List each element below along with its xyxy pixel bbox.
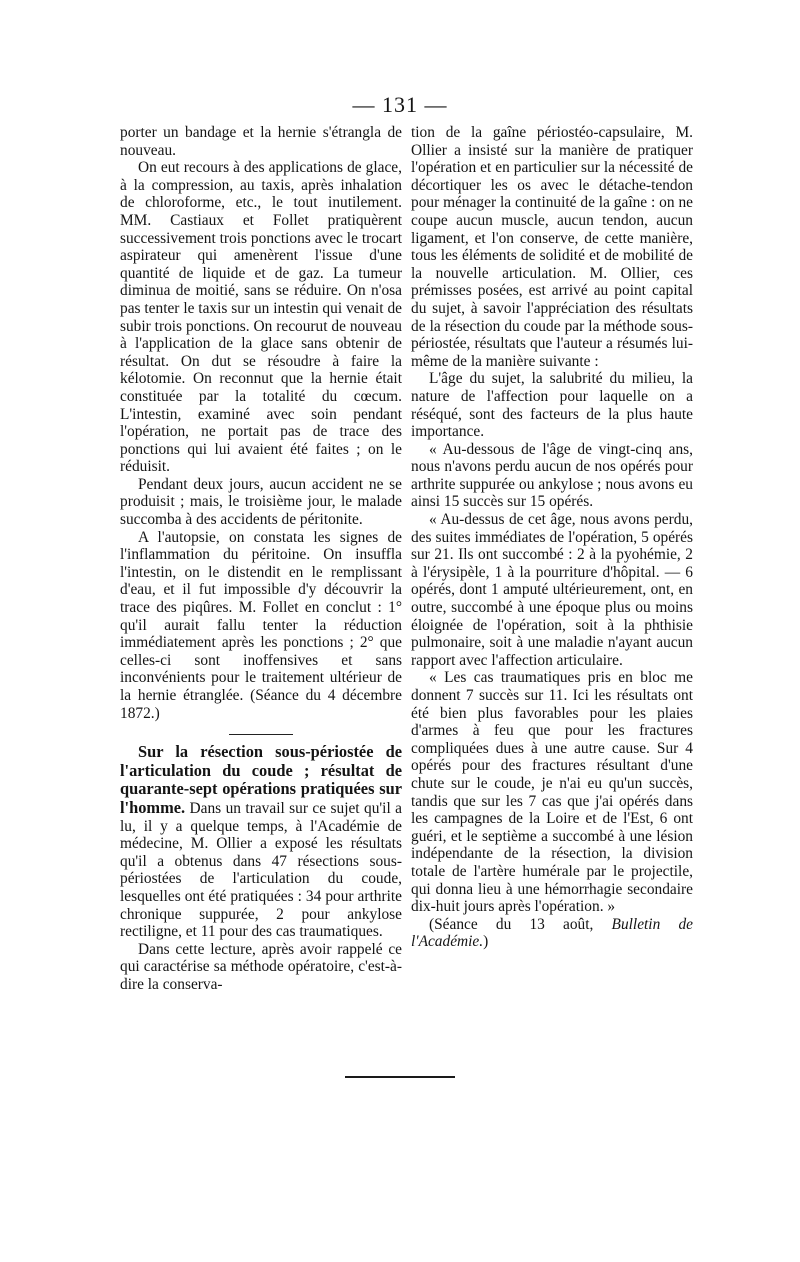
paragraph: On eut recours à des applications de glace, à la compression, au taxis, après inhalation de chloroforme, etc., le tout inutilement. MM. Castiaux et Follet pratiquèrent successivement trois ponctions avec le trocart aspirateur qui amenèrent l'issue d'une quantité de liquide et de gaz. La tumeur diminua de moitié, sans se réduire. On n'osa pas tenter le taxis sur un intestin qui venait de subir trois ponctions. On recourut de nouveau à l'application de la glace sans obtenir de résultat. On dut se résoudre à faire la kélotomie. On reconnut que la hernie était constituée par la totalité du cœcum. L'intestin, examiné avec soin pendant l'opération, ne portait pas de trace des ponctions qui lui avaient été faites ; on le réduisit. xyxy=(120,159,402,476)
left-column xyxy=(120,124,402,994)
article-text: Dans un travail sur ce sujet qu'il a lu, il y a quelque temps, à l'Académie de médecine, M. Ollier a exposé les résultats qu'il a obtenus dans 47 résections sous-périostées de l'articulation du coude, lesquelles ont été pratiquées : 34 pour arthrite chronique suppurée, 2 pour ankylose rectiligne, et 11 pour des cas traumatiques. xyxy=(120,799,402,941)
quote-paragraph: « Au-dessus de cet âge, nous avons perdu, des suites immédiates de l'opération, 5 opérés sur 21. Ils ont succombé : 2 à la pyohémie, 2 à l'érysipèle, 1 à la pourriture d'hôpital. — 6 opérés, dont 1 amputé ultérieurement, ont, en outre, succombé à une époque plus ou moins éloignée de l'opération, soit à la phthisie pulmonaire, soit à une maladie n'ayant aucun rapport avec l'affection articulaire. xyxy=(411,511,693,669)
citation-close: ) xyxy=(483,933,489,951)
page-number: — 131 — xyxy=(352,92,448,117)
paragraph: tion de la gaîne périostéo-capsulaire, M. Ollier a insisté sur la manière de pratiquer l'opération et en particulier sur la nécessité de décortiquer les os avec le détache-tendon pour ménager la continuité de la gaîne : on ne coupe aucun muscle, aucun tendon, aucun ligament, et l'on conserve, de cette manière, tous les éléments de solidité et de mobilité de la nouvelle articulation. M. Ollier, ces prémisses posées, est arrivé au point capital du sujet, à savoir l'appréciation des résultats de la résection du coude par la méthode sous-périostée, résultats que l'auteur a résumés lui-même de la manière suivante : xyxy=(411,124,693,370)
citation-text: (Séance du 13 août, xyxy=(429,915,612,933)
paragraph: Dans cette lecture, après avoir rappelé ce qui caractérise sa méthode opératoire, c'est-à-dire la conserva- xyxy=(120,940,402,993)
footer-rule xyxy=(345,1076,455,1078)
paragraph: L'âge du sujet, la salubrité du milieu, la nature de l'affection pour laquelle on a réséqué, sont des facteurs de la plus haute importance. xyxy=(411,370,693,441)
citation-source: Bulletin de l'Académie. xyxy=(411,915,693,951)
paragraph: A l'autopsie, on constata les signes de l'inflammation du péritoine. On insuffla l'intestin, on le distendit en le remplissant d'eau, et il fut impossible d'y découvrir la trace des piqûres. M. Follet en conclut : 1° qu'il aurait fallu tenter la réduction immédiatement après les ponctions ; 2° que celles-ci sont inoffensives et sans inconvénients pour le traitement ultérieur de la hernie étranglée. (Séance du 4 décembre 1872.) xyxy=(120,528,402,722)
article-heading: Sur la résection sous-périostée de l'articulation du coude ; résultat de quarante-sept opérations pratiquées sur l'homme. xyxy=(120,742,402,817)
citation xyxy=(411,916,693,951)
paragraph: Pendant deux jours, aucun accident ne se produisit ; mais, le troisième jour, le malade succomba à des accidents de péritonite. xyxy=(120,475,402,529)
quote-paragraph: « Les cas traumatiques pris en bloc me donnent 7 succès sur 11. Ici les résultats ont été bien plus favorables pour les plaies d'armes à feu que pour les fractures compliquées dues à une autre cause. Sur 4 opérés pour des fractures résultant d'une chute sur le coude, je n'ai eu qu'un succès, tandis que sur les 7 cas que j'ai opérés dans les campagnes de la Loire et de l'Est, 6 ont guéri, et le septième a succombé à une lésion indépendante de la résection, la division totale de l'artère humérale par le projectile, qui donna lieu à une hémorrhagie secondaire dix-huit jours après l'opération. » xyxy=(411,669,693,916)
right-column xyxy=(411,124,693,951)
section-divider xyxy=(229,734,293,735)
paragraph: porter un bandage et la hernie s'étrangla de nouveau. xyxy=(120,124,402,159)
article-paragraph xyxy=(120,743,402,941)
quote-paragraph: « Au-dessous de l'âge de vingt-cinq ans, nous n'avons perdu aucun de nos opérés pour arthrite suppurée ou ankylose ; nous avons eu ainsi 15 succès sur 15 opérés. xyxy=(411,440,693,511)
